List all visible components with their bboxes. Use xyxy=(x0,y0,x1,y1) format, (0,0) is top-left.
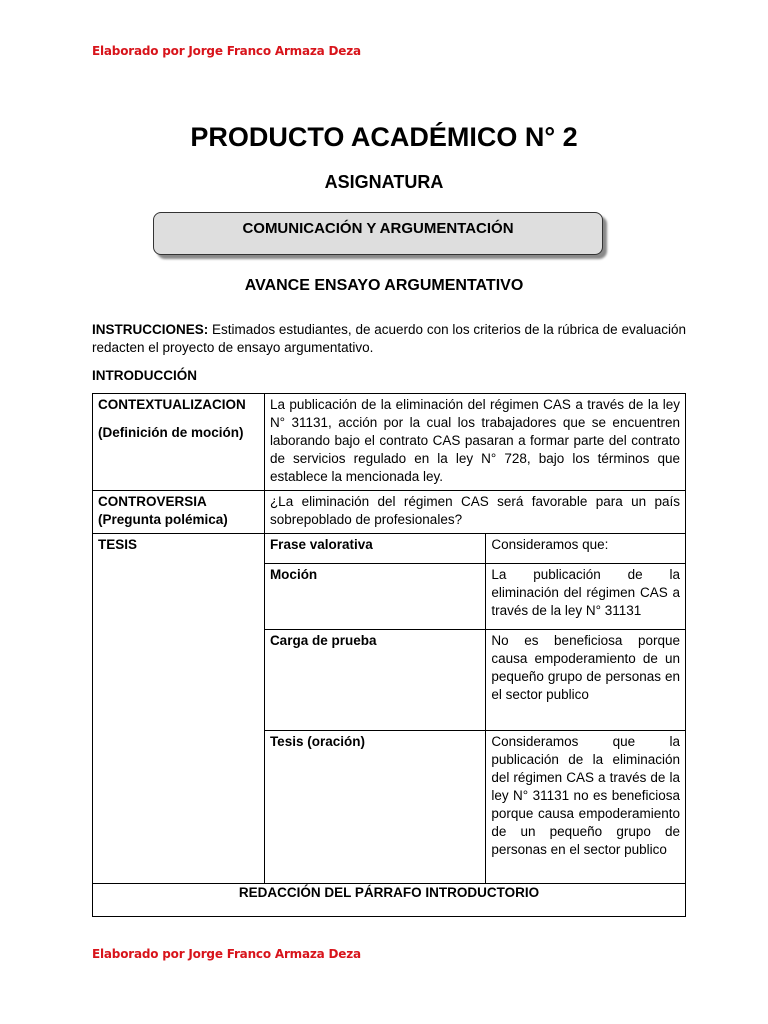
thesis-row-label: Carga de prueba xyxy=(264,630,485,731)
controversy-label: CONTROVERSIA xyxy=(98,494,207,509)
context-label-cell xyxy=(93,394,265,491)
document-subtitle: AVANCE ENSAYO ARGUMENTATIVO xyxy=(244,277,524,294)
context-text: La publicación de la eliminación del régimen CAS a través de la ley N° 31131, acción por la cual los trabajadores que se encuentren laborando bajo el contrato CAS pasaran a formar parte del contrato de servicios regulado en la ley N° 728, bajo los términos que establece la mencionada ley. xyxy=(264,394,685,491)
instructions-paragraph xyxy=(92,321,686,357)
table-row xyxy=(93,534,686,564)
thesis-row-label: Moción xyxy=(264,564,485,630)
course-name-box xyxy=(153,212,603,255)
header-author-note: Elaborado por Jorge Franco Armaza Deza xyxy=(92,44,361,58)
instructions-label: INSTRUCCIONES: xyxy=(92,322,209,337)
subject-label: ASIGNATURA xyxy=(324,172,444,192)
table-row xyxy=(93,394,686,491)
introduction-heading: INTRODUCCIÓN xyxy=(92,368,197,383)
thesis-label: TESIS xyxy=(93,534,265,884)
instructions-text: Estimados estudiantes, de acuerdo con los criterios de la rúbrica de evaluación redacten el proyecto de ensayo argumentativo. xyxy=(92,322,686,355)
thesis-row-value: La publicación de la eliminación del régimen CAS a través de la ley N° 31131 xyxy=(486,564,686,630)
context-label: CONTEXTUALIZACION xyxy=(98,397,246,412)
essay-planning-table xyxy=(92,393,686,917)
thesis-row-value: Consideramos que la publicación de la eliminación del régimen CAS a través de la ley N° 31131 no es beneficiosa porque causa empoderamiento de un pequeño grupo de personas en el sector publico xyxy=(486,731,686,884)
thesis-row-label: Frase valorativa xyxy=(264,534,485,564)
thesis-row-value: Consideramos que: xyxy=(486,534,686,564)
controversy-sublabel: (Pregunta polémica) xyxy=(98,512,228,527)
thesis-row-value: No es beneficiosa porque causa empoderamiento de un pequeño grupo de personas en el sector publico xyxy=(486,630,686,731)
context-sublabel: (Definición de moción) xyxy=(98,425,244,440)
intro-paragraph-heading: REDACCIÓN DEL PÁRRAFO INTRODUCTORIO xyxy=(93,884,686,917)
controversy-label-cell xyxy=(93,491,265,534)
controversy-text: ¿La eliminación del régimen CAS será favorable para un país sobrepoblado de profesionales? xyxy=(264,491,685,534)
course-name: COMUNICACIÓN Y ARGUMENTACIÓN xyxy=(242,220,514,237)
table-row xyxy=(93,491,686,534)
page-title: PRODUCTO ACADÉMICO N° 2 xyxy=(190,122,578,152)
thesis-row-label: Tesis (oración) xyxy=(264,731,485,884)
footer-author-note: Elaborado por Jorge Franco Armaza Deza xyxy=(92,947,361,961)
table-row xyxy=(93,884,686,917)
